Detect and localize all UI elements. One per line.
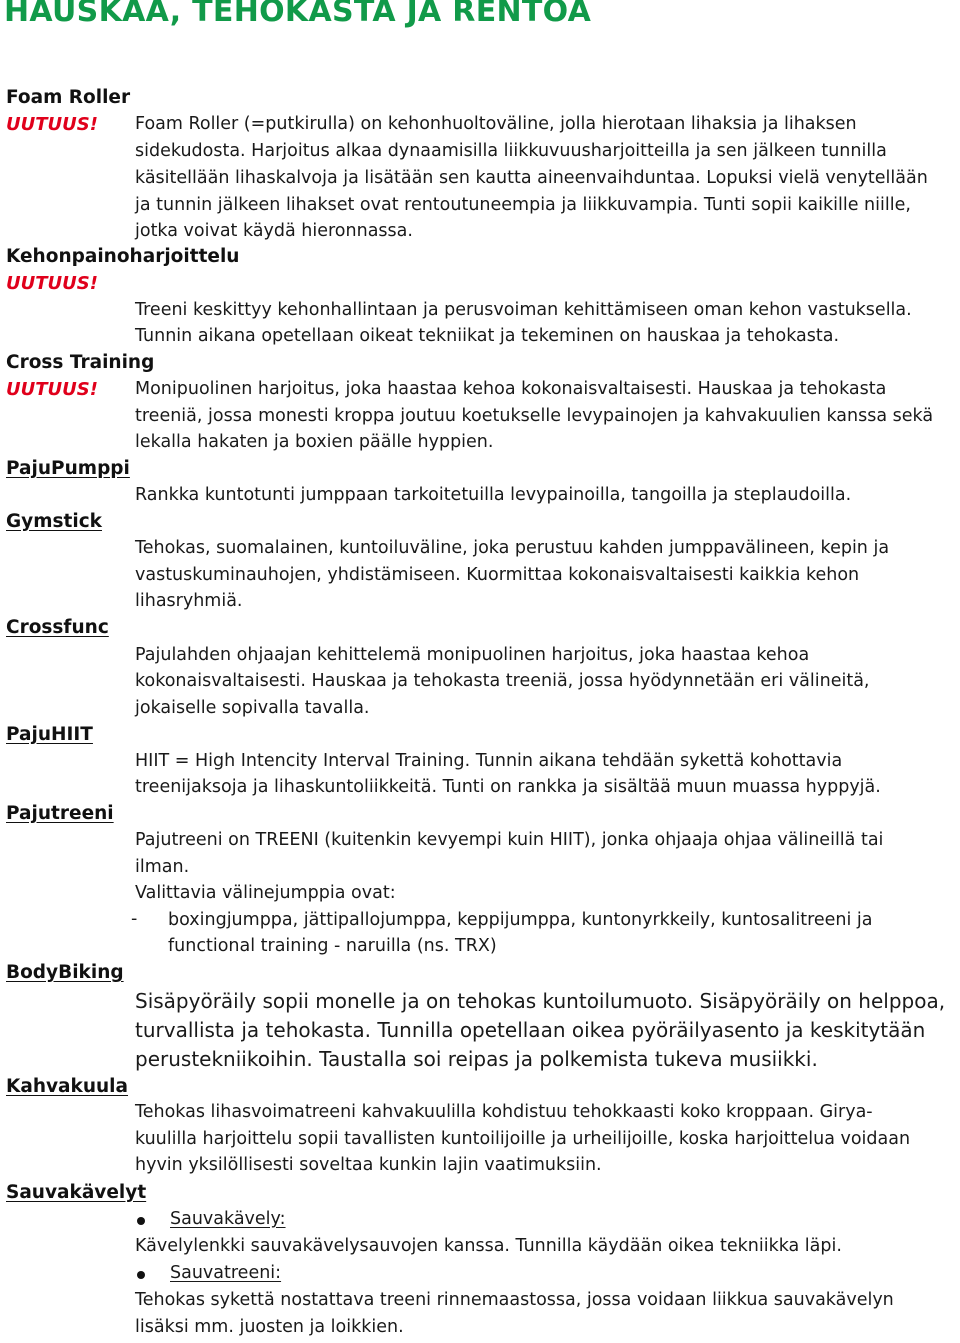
foam-line-3: käsitellään lihaskalvoja ja lisätään sen kautta aineenvaihduntaa. Lopuksi vielä venytellään bbox=[135, 168, 928, 188]
bodybiking-line-3: perustekniikoihin. Taustalla soi reipas ja polkemista tukeva musiikki. bbox=[135, 1047, 818, 1071]
bullet-icon bbox=[137, 1217, 145, 1225]
pajuhiit-line-1: HIIT = High Intencity Interval Training. Tunnin aikana tehdään sykettä kohottavia bbox=[135, 751, 843, 771]
cross-line-2: treeniä, jossa monesti kroppa joutuu koetukselle levypainojen ja kahvakuulien kanssa sekä bbox=[135, 406, 934, 426]
kehon-line-2: Tunnin aikana opetellaan oikeat tekniikat ja tekeminen on hauskaa ja tehokasta. bbox=[135, 326, 840, 346]
bodybiking-line-1: Sisäpyöräily sopii monelle ja on tehokas kuntoilumuoto. Sisäpyöräily on helppoa, bbox=[135, 989, 946, 1013]
gymstick-line-2: vastuskuminauhojen, yhdistämiseen. Kuormittaa kokonaisvaltaisesti kaikkia kehon bbox=[135, 565, 860, 585]
crossfunc-line-1: Pajulahden ohjaajan kehittelemä monipuolinen harjoitus, joka haastaa kehoa bbox=[135, 645, 810, 665]
kahvakuula-line-1: Tehokas lihasvoimatreeni kahvakuulilla kohdistuu tehokkaasti koko kroppaan. Girya- bbox=[135, 1102, 873, 1122]
bullet-icon bbox=[137, 1271, 145, 1279]
heading-pajuhiit: PajuHIIT bbox=[6, 724, 93, 745]
bodybiking-line-2: turvallista ja tehokasta. Tunnilla opetellaan oikea pyöräilyasento ja keskitytään bbox=[135, 1018, 926, 1042]
foam-line-2: sidekudosta. Harjoitus alkaa dynaamisilla liikkuvuusharjoitteilla ja sen jälkeen tunnilla bbox=[135, 141, 887, 161]
pajutreeni-line-2: ilman. bbox=[135, 857, 190, 877]
heading-cross-training: Cross Training bbox=[6, 352, 155, 373]
sauva-item2-line-2: lisäksi mm. juosten ja loikkien. bbox=[135, 1317, 404, 1337]
pajutreeni-list-line-1: boxingjumppa, jättipallojumppa, keppijumppa, kuntonyrkkeily, kuntosalitreeni ja bbox=[168, 910, 873, 930]
crossfunc-line-3: jokaiselle sopivalla tavalla. bbox=[135, 698, 370, 718]
pajuhiit-line-2: treenijaksoja ja lihaskuntoliikkeitä. Tunti on rankka ja sisältää muun muassa hyppyjä. bbox=[135, 777, 881, 797]
crossfunc-line-2: kokonaisvaltaisesti. Hauskaa ja tehokasta treeniä, jossa hyödynnetään eri välineitä, bbox=[135, 671, 870, 691]
sauva-item2-label: Sauvatreeni: bbox=[170, 1263, 282, 1283]
heading-kehonpainoharjoittelu: Kehonpainoharjoittelu bbox=[6, 246, 240, 267]
pajutreeni-dash: - bbox=[131, 909, 138, 929]
heading-crossfunc: Crossfunc bbox=[6, 617, 109, 638]
kahvakuula-line-3: hyvin yksilöllisesti soveltaa kunkin lajin vaatimuksiin. bbox=[135, 1155, 602, 1175]
sauva-item1-text: Kävelylenkki sauvakävelysauvojen kanssa. Tunnilla käydään oikea tekniikka läpi. bbox=[135, 1236, 842, 1256]
pajutreeni-line-3: Valittavia välinejumppia ovat: bbox=[135, 883, 396, 903]
pajutreeni-list-line-2: functional training - naruilla (ns. TRX) bbox=[168, 936, 497, 956]
kehon-line-1: Treeni keskittyy kehonhallintaan ja perusvoiman kehittämiseen oman kehon vastuksella. bbox=[135, 300, 912, 320]
gymstick-line-1: Tehokas, suomalainen, kuntoiluväline, joka perustuu kahden jumppavälineen, kepin ja bbox=[135, 538, 890, 558]
new-badge-kehon: UUTUUS! bbox=[6, 273, 98, 294]
heading-pajupumppi: PajuPumppi bbox=[6, 458, 130, 479]
heading-foam-roller: Foam Roller bbox=[6, 87, 131, 108]
pajupumppi-line-1: Rankka kuntotunti jumppaan tarkoitetuilla levypainoilla, tangoilla ja steplaudoilla. bbox=[135, 485, 852, 505]
new-badge-cross: UUTUUS! bbox=[6, 379, 98, 400]
pajutreeni-line-1: Pajutreeni on TREENI (kuitenkin kevyempi kuin HIIT), jonka ohjaaja ohjaa välineillä tai bbox=[135, 830, 884, 850]
heading-sauvakavelyt: Sauvakävelyt bbox=[6, 1182, 147, 1203]
sauva-item1-label: Sauvakävely: bbox=[170, 1209, 286, 1229]
foam-line-4: ja tunnin jälkeen lihakset ovat rentoutuneempia ja liikkuvampia. Tunti sopii kaikille niille, bbox=[135, 195, 911, 215]
page-title: HAUSKAA, TEHOKASTA JA RENTOA bbox=[4, 0, 592, 29]
heading-bodybiking: BodyBiking bbox=[6, 962, 124, 983]
sauva-item2-line-1: Tehokas sykettä nostattava treeni rinnemaastossa, jossa voidaan liikkua sauvakävelyn bbox=[135, 1290, 894, 1310]
heading-kahvakuula: Kahvakuula bbox=[6, 1076, 129, 1097]
kahvakuula-line-2: kuulilla harjoittelu sopii tavallisten kuntoilijoille ja urheilijoille, koska harjoittelua voidaan bbox=[135, 1129, 911, 1149]
heading-pajutreeni: Pajutreeni bbox=[6, 803, 114, 824]
gymstick-line-3: lihasryhmiä. bbox=[135, 591, 243, 611]
cross-line-1: Monipuolinen harjoitus, joka haastaa kehoa kokonaisvaltaisesti. Hauskaa ja tehokasta bbox=[135, 379, 887, 399]
cross-line-3: lekalla hakaten ja boxien päälle hyppien. bbox=[135, 432, 494, 452]
heading-gymstick: Gymstick bbox=[6, 511, 102, 532]
foam-line-5: jotka voivat käydä hieronnassa. bbox=[135, 221, 413, 241]
new-badge-foam: UUTUUS! bbox=[6, 114, 98, 135]
foam-line-1: Foam Roller (=putkirulla) on kehonhuoltoväline, jolla hierotaan lihaksia ja lihaksen bbox=[135, 114, 857, 134]
